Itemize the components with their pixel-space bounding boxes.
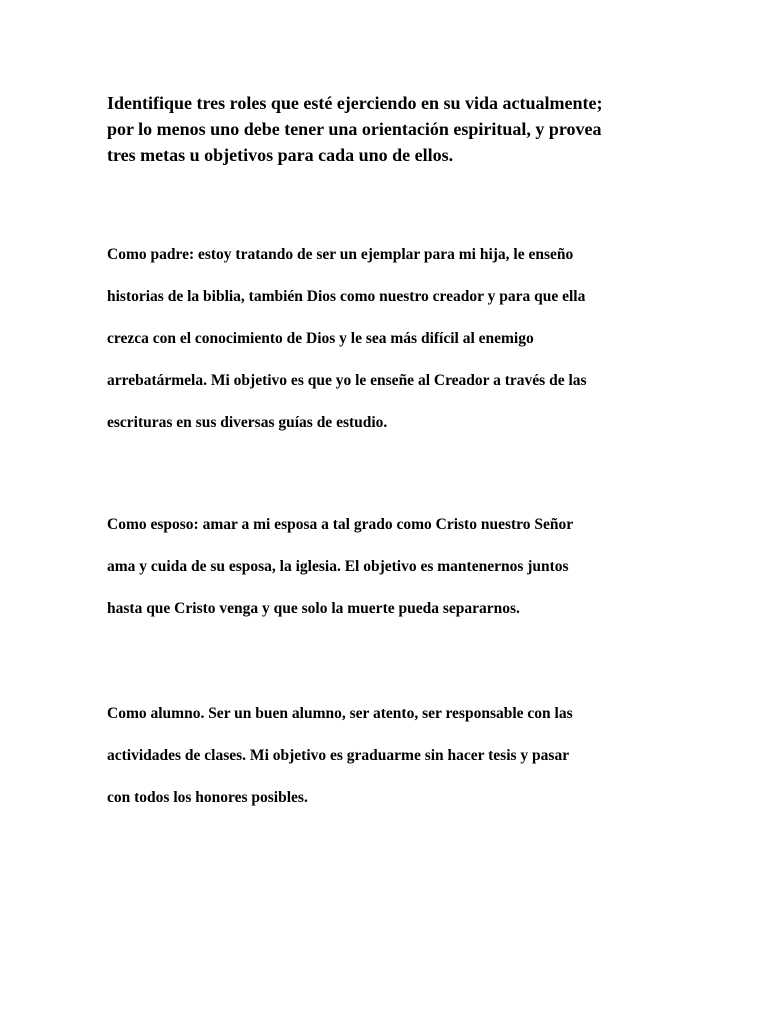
question-line: Identifique tres roles que esté ejerciendo en su vida actualmente; [107, 93, 603, 113]
question-line: tres metas u objetivos para cada uno de ellos. [107, 145, 454, 165]
answer-role-husband [107, 504, 667, 630]
answer-role-father [107, 234, 667, 444]
answer-line: con todos los honores posibles. [107, 789, 308, 806]
assignment-question [107, 90, 667, 168]
answer-line: actividades de clases. Mi objetivo es graduarme sin hacer tesis y pasar [107, 747, 570, 764]
answer-line: arrebatármela. Mi objetivo es que yo le enseñe al Creador a través de las [107, 372, 587, 389]
answer-line: Como esposo: amar a mi esposa a tal grado como Cristo nuestro Señor [107, 516, 574, 533]
answer-role-student [107, 693, 667, 819]
answer-line: hasta que Cristo venga y que solo la muerte pueda separarnos. [107, 600, 520, 617]
answer-line: escrituras en sus diversas guías de estudio. [107, 414, 388, 431]
question-line: por lo menos uno debe tener una orientación espiritual, y provea [107, 119, 602, 139]
answer-line: ama y cuida de su esposa, la iglesia. El objetivo es mantenernos juntos [107, 558, 569, 575]
answer-line: Como padre: estoy tratando de ser un ejemplar para mi hija, le enseño [107, 246, 574, 263]
answer-line: crezca con el conocimiento de Dios y le sea más difícil al enemigo [107, 330, 534, 347]
answer-line: Como alumno. Ser un buen alumno, ser atento, ser responsable con las [107, 705, 573, 722]
answer-line: historias de la biblia, también Dios como nuestro creador y para que ella [107, 288, 586, 305]
